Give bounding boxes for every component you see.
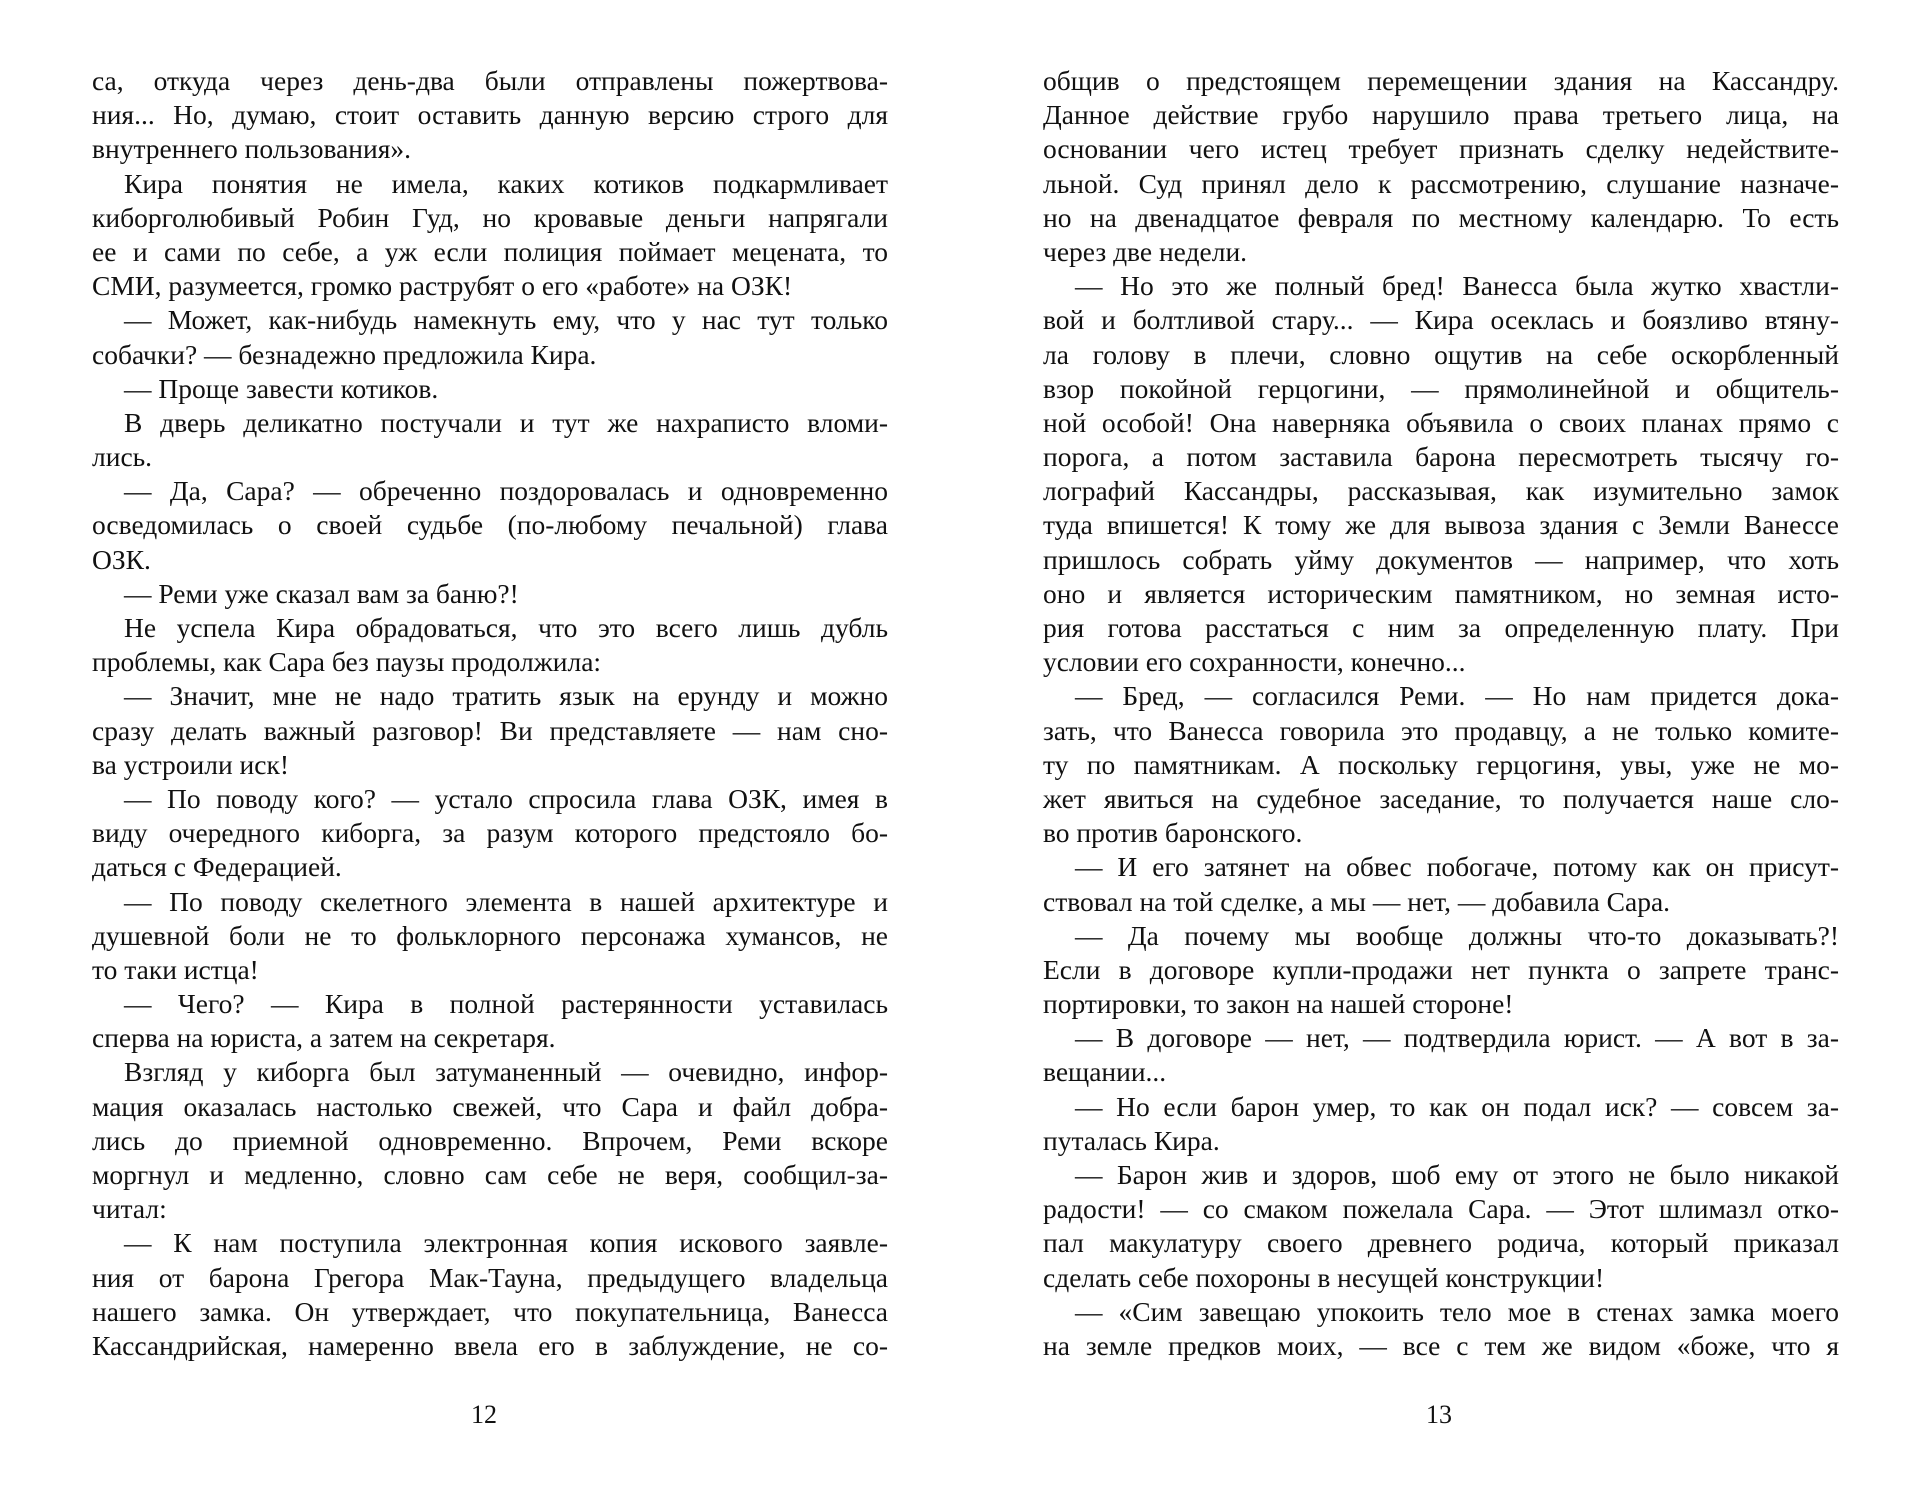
text-line: — Но если барон умер, то как он подал иск? — совсем за-: [1075, 1090, 1839, 1122]
text-line: моргнул и медленно, словно сам себе не веря, сообщил-за-: [92, 1159, 888, 1190]
text-line: вой и болтливой стару... — Кира осеклась и боязливо втяну-: [1043, 304, 1839, 336]
text-line: льной. Суд принял дело к рассмотрению, слушание назначе-: [1043, 167, 1839, 199]
text-line: но на двенадцатое февраля по местному календарю. То есть: [1043, 201, 1839, 233]
text-line: туда впишется! К тому же для вывоза здания с Земли Ванессе: [1043, 509, 1839, 541]
text-line: портировки, то закон на нашей стороне!: [1043, 988, 1514, 1020]
text-line: — Но это же полный бред! Ванесса была жутко хвастли-: [1075, 270, 1839, 302]
text-line: взор покойной герцогини, — прямолинейной и общитель-: [1043, 372, 1839, 404]
left-page: [92, 64, 888, 1363]
text-line: — И его затянет на обвес побогаче, потому как он присут-: [1075, 851, 1839, 883]
text-line: пал макулатуру своего древнего родича, который приказал: [1043, 1227, 1839, 1259]
text-line: — Барон жив и здоров, шоб ему от этого не было никакой: [1075, 1159, 1839, 1190]
text-line: жет явиться на судебное заседание, то получается наше сло-: [1043, 782, 1839, 814]
text-line: условии его сохранности, конечно...: [1043, 646, 1466, 678]
text-line: общив о предстоящем перемещении здания на Кассандру.: [1043, 65, 1839, 96]
text-line: ОЗК.: [92, 543, 151, 575]
text-line: Данное действие грубо нарушило права третьего лица, на: [1043, 99, 1839, 131]
text-line: зать, что Ванесса говорила это продавцу, а не только комите-: [1043, 714, 1839, 746]
text-line: ствовал на той сделке, а мы — нет, — добавила Сара.: [1043, 885, 1671, 917]
text-line: ла голову в плечи, словно ощутив на себе оскорбленный: [1043, 338, 1839, 370]
text-line: лись.: [92, 441, 153, 473]
text-line: Кассандрийская, намеренно ввела его в заблуждение, не со-: [92, 1329, 888, 1361]
text-line: СМИ, разумеется, громко раструбят о его «работе» на ОЗК!: [92, 270, 793, 302]
text-line: ной особой! Она наверняка объявила о своих планах прямо с: [1043, 406, 1839, 438]
text-line: пришлось собрать уйму документов — например, что хоть: [1043, 543, 1839, 575]
text-line: лографий Кассандры, рассказывая, как изумительно замок: [1043, 475, 1839, 507]
text-line: внутреннего пользования».: [92, 133, 411, 165]
text-line: киборголюбивый Робин Гуд, но кровавые деньги напрягали: [92, 201, 888, 233]
text-line: сделать себе похороны в несущей конструкции!: [1043, 1261, 1605, 1293]
text-line: — По поводу скелетного элемента в нашей архитектуре и: [124, 885, 888, 917]
text-line: ту по памятникам. А поскольку герцогиня, увы, уже не мо-: [1043, 748, 1839, 780]
text-line: — Может, как-нибудь намекнуть ему, что у нас тут только: [124, 304, 888, 336]
text-line: проблемы, как Сара без паузы продолжила:: [92, 646, 602, 678]
text-line: сперва на юриста, а затем на секретаря.: [92, 1022, 556, 1054]
left-page-text: [92, 64, 888, 1363]
text-line: са, откуда через день-два были отправлены пожертвова-: [92, 65, 888, 96]
text-line: лись до приемной одновременно. Впрочем, Реми вскоре: [92, 1124, 888, 1156]
text-line: — Чего? — Кира в полной растерянности уставилась: [124, 988, 888, 1020]
text-line: Не успела Кира обрадоваться, что это всего лишь дубль: [124, 612, 888, 643]
text-line: рия готова расстаться с ним за определенную плату. При: [1043, 612, 1839, 643]
text-line: — К нам поступила электронная копия искового заявле-: [124, 1227, 888, 1259]
text-line: во против баронского.: [1043, 817, 1303, 849]
text-line: радости! — со смаком пожелала Сара. — Этот шлимазл откo-: [1043, 1193, 1839, 1225]
text-line: — «Сим завещаю упокоить тело мое в стенах замка моего: [1075, 1295, 1839, 1327]
right-page: [1043, 64, 1839, 1363]
text-line: основании чего истец требует признать сделку недействите-: [1043, 133, 1839, 165]
text-line: В дверь деликатно постучали и тут же нахраписто вломи-: [124, 406, 888, 438]
text-line: виду очередного киборга, за разум которого предстояло бо-: [92, 817, 888, 849]
left-page-number: 12: [471, 1400, 497, 1429]
text-line: даться с Федерацией.: [92, 851, 342, 883]
text-line: осведомилась о своей судьбе (по-любому печальной) глава: [92, 509, 888, 541]
text-line: Кира понятия не имела, каких котиков подкармливает: [124, 167, 888, 199]
text-line: — Проще завести котиков.: [124, 372, 439, 404]
text-line: сразу делать важный разговор! Ви представляете — нам сно-: [92, 714, 888, 746]
text-line: — Значит, мне не надо тратить язык на ерунду и можно: [124, 680, 888, 712]
text-line: путалась Кира.: [1043, 1124, 1220, 1156]
text-line: мация оказалась настолько свежей, что Сара и файл добра-: [92, 1090, 888, 1122]
text-line: — Да, Сара? — обреченно поздоровалась и одновременно: [124, 475, 888, 507]
text-line: вещании...: [1043, 1056, 1167, 1088]
text-line: ва устроили иск!: [92, 748, 289, 780]
text-line: душевной боли не то фольклорного персонажа хумансов, не: [92, 919, 888, 951]
text-line: собачки? — безнадежно предложила Кира.: [92, 338, 597, 370]
text-line: порога, а потом заставила барона пересмотреть тысячу го-: [1043, 441, 1839, 473]
right-page-number: 13: [1426, 1400, 1452, 1429]
text-line: на земле предков моих, — все с тем же видом «боже, что я: [1043, 1329, 1839, 1361]
text-line: ния... Но, думаю, стоит оставить данную версию строго для: [92, 99, 888, 131]
text-line: ее и сами по себе, а уж если полиция поймает мецената, то: [92, 235, 888, 267]
text-line: оно и является историческим памятником, но земная исто-: [1043, 577, 1839, 609]
text-line: — Да почему мы вообще должны что-то доказывать?!: [1075, 919, 1839, 951]
text-line: ния от барона Грегора Мак-Тауна, предыдущего владельца: [92, 1261, 888, 1293]
text-line: нашего замка. Он утверждает, что покупательница, Ванесса: [92, 1295, 888, 1327]
text-line: — Бред, — согласился Реми. — Но нам придется дока-: [1075, 680, 1839, 712]
text-line: через две недели.: [1043, 235, 1248, 267]
text-line: Взгляд у киборга был затуманенный — очевидно, инфор-: [124, 1056, 888, 1088]
text-line: — По поводу кого? — устало спросила глава ОЗК, имея в: [124, 782, 888, 814]
text-line: — Реми уже сказал вам за баню?!: [124, 577, 519, 609]
text-line: то таки истца!: [92, 953, 259, 985]
text-line: читал:: [92, 1193, 167, 1225]
text-line: — В договоре — нет, — подтвердила юрист. — А вот в за-: [1075, 1022, 1839, 1054]
text-line: Если в договоре купли-продажи нет пункта о запрете транс-: [1043, 953, 1839, 985]
right-page-text: [1043, 64, 1839, 1363]
